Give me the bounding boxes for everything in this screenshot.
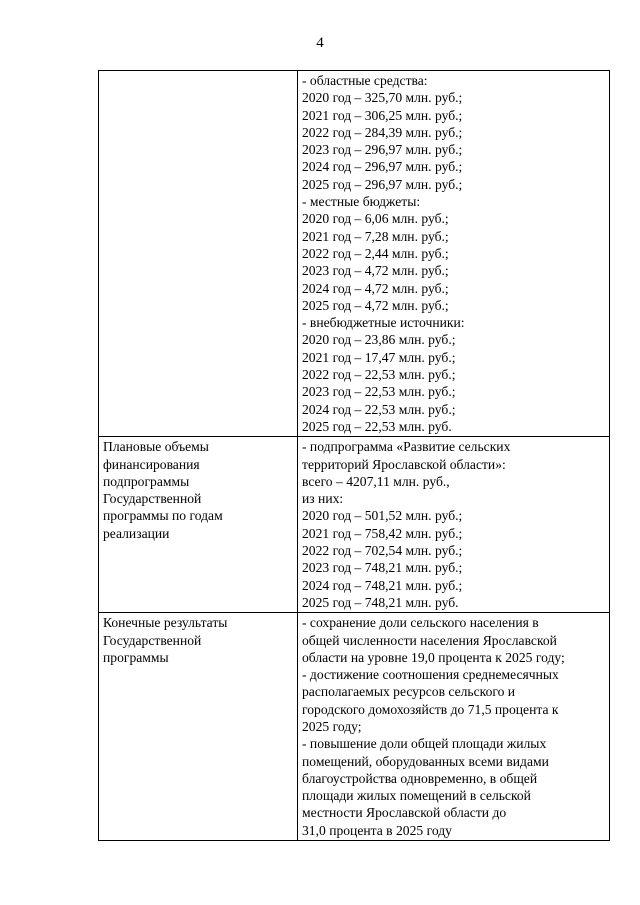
row-content-line: 2025 год – 4,72 млн. руб.; — [302, 297, 449, 313]
row-content-line: благоустройства одновременно, в общей — [302, 770, 538, 786]
row-content-line: 2024 год – 4,72 млн. руб.; — [302, 280, 449, 296]
row-content-line: 2023 год – 748,21 млн. руб.; — [302, 560, 463, 576]
row-content-line: 2024 год – 296,97 млн. руб.; — [302, 159, 463, 175]
row-label-cell — [99, 71, 298, 437]
row-content-line: 2020 год – 501,52 млн. руб.; — [302, 508, 463, 524]
row-content-line: - подпрограмма «Развитие сельских — [302, 439, 511, 455]
row-content-line: - повышение доли общей площади жилых — [302, 736, 547, 752]
row-label-line: Конечные результаты — [103, 615, 228, 631]
row-content-line: 2025 год – 22,53 млн. руб. — [302, 418, 452, 434]
page-number: 4 — [316, 35, 324, 51]
row-content-line: 2024 год – 22,53 млн. руб.; — [302, 401, 456, 417]
row-content-line: 2025 год – 748,21 млн. руб. — [302, 594, 459, 610]
row-content-cell — [298, 71, 610, 437]
row-content-line: 2022 год – 22,53 млн. руб.; — [302, 367, 456, 383]
row-content-line: располагаемых ресурсов сельского и — [302, 684, 516, 700]
row-content-line: 2021 год – 17,47 млн. руб.; — [302, 349, 456, 365]
row-content-line: - областные средства: — [302, 73, 428, 88]
row-content-line: местности Ярославской области до — [302, 805, 507, 821]
row-content-line: - местные бюджеты: — [302, 194, 421, 210]
row-content-line: - достижение соотношения среднемесячных — [302, 667, 559, 683]
table-row — [99, 71, 610, 437]
program-table-body — [99, 71, 610, 841]
row-label-cell — [99, 613, 298, 841]
row-content-line: 2021 год – 7,28 млн. руб.; — [302, 228, 449, 244]
row-label-cell — [99, 437, 298, 613]
row-content-cell — [298, 613, 610, 841]
row-content-line: из них: — [302, 491, 344, 507]
row-content-line: 2024 год – 748,21 млн. руб.; — [302, 577, 463, 593]
row-content-line: 2022 год – 2,44 млн. руб.; — [302, 245, 449, 261]
row-label-line: финансирования — [103, 456, 200, 472]
row-label-line: подпрограммы — [103, 473, 190, 489]
row-content-cell — [298, 437, 610, 613]
row-label-line: реализации — [103, 525, 170, 541]
row-content-line: общей численности населения Ярославской — [302, 632, 557, 648]
row-content-line: 2025 год – 296,97 млн. руб.; — [302, 176, 463, 192]
table-row — [99, 437, 610, 613]
row-content-line: площади жилых помещений в сельской — [302, 788, 531, 804]
row-content-line: городского домохозяйств до 71,5 процента к — [302, 701, 559, 717]
row-content-line: 2021 год – 306,25 млн. руб.; — [302, 107, 463, 123]
row-content-line: 2022 год – 702,54 млн. руб.; — [302, 543, 463, 559]
row-label-line: программы по годам — [103, 508, 223, 524]
row-content-line: области на уровне 19,0 процента к 2025 году; — [302, 649, 565, 665]
row-content-line: 2022 год – 284,39 млн. руб.; — [302, 124, 463, 140]
row-content-line: 2023 год – 296,97 млн. руб.; — [302, 142, 463, 158]
program-table — [98, 70, 610, 841]
row-content-line: территорий Ярославской области»: — [302, 456, 506, 472]
row-content-line: 2023 год – 4,72 млн. руб.; — [302, 263, 449, 279]
row-content-line: - внебюджетные источники: — [302, 315, 465, 331]
row-label-line: Государственной — [103, 632, 202, 648]
row-label-line: Плановые объемы — [103, 439, 209, 455]
row-label-line: программы — [103, 649, 169, 665]
row-content-line: 2020 год – 23,86 млн. руб.; — [302, 332, 456, 348]
row-content-line: 2025 году; — [302, 718, 362, 734]
row-content-line: 31,0 процента в 2025 году — [302, 822, 452, 838]
row-content-line: 2021 год – 758,42 млн. руб.; — [302, 525, 463, 541]
row-content-line: помещений, оборудованных всеми видами — [302, 753, 549, 769]
row-content-line: 2023 год – 22,53 млн. руб.; — [302, 384, 456, 400]
row-content-line: всего – 4207,11 млн. руб., — [302, 473, 450, 489]
row-content-line: - сохранение доли сельского населения в — [302, 615, 539, 631]
row-content-line: 2020 год – 6,06 млн. руб.; — [302, 211, 449, 227]
table-row — [99, 613, 610, 841]
row-label-line: Государственной — [103, 491, 202, 507]
row-content-line: 2020 год – 325,70 млн. руб.; — [302, 90, 463, 106]
